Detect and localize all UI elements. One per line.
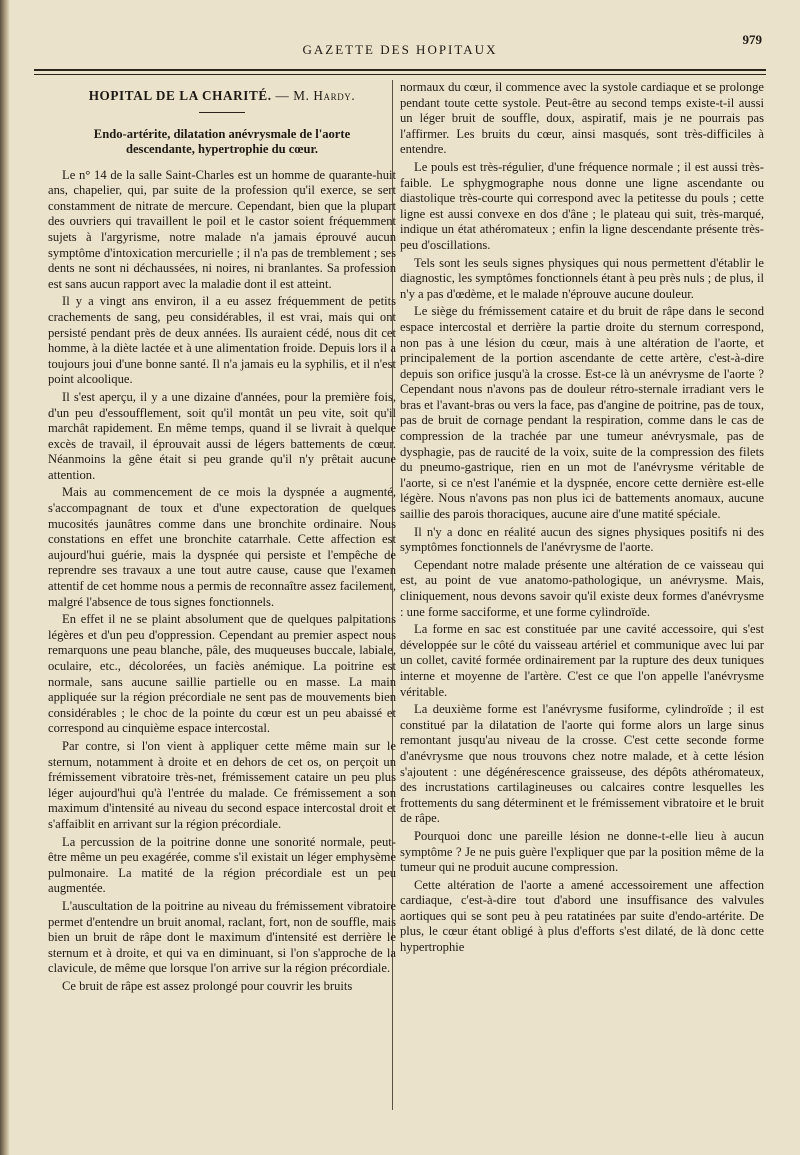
paragraph: Le pouls est très-régulier, d'une fréquence normale ; il est aussi très-faible. Le sphygmographe nous donne une ligne ascendante ou diastolique très-courte qui correspond avec la petitesse du pouls ; cette ligne est aussi convexe en dos d'âne ; le plateau qui suit, très-marqué, indique un état athéromateux ; enfin la ligne descendante présente très-peu d'oscillations. (400, 159, 764, 252)
paragraph: Cette altération de l'aorte a amené accessoirement une affection cardiaque, c'est-à-dire tout d'abord une insuffisance des valvules aortiques qui se sont peu à peu ratatinées par suite d'endo-artérite. De plus, le cœur étant obligé à plus d'efforts s'est dilaté, de là donc cette hypertrophie (400, 877, 764, 955)
paragraph: Tels sont les seuls signes physiques qui nous permettent d'établir le diagnostic, les symptômes fonctionnels étant à peu près nuls ; de plus, il n'y a pas d'œdème, et le malade n'éprouve aucune douleur. (400, 255, 764, 301)
paragraph: Il s'est aperçu, il y a une dizaine d'années, pour la première fois, d'un peu d'essoufflement, soit qu'il montât un peu vite, soit qu'il marchât rapidement. En même temps, quand il se livrait à quelque excès de travail, il éprouvait aussi de légers battements de cœur. Néanmoins la gêne était si peu grande qu'il n'y prêtait aucune attention. (48, 389, 396, 482)
article-title-line: descendante, hypertrophie du cœur. (125, 142, 319, 157)
paragraph: La percussion de la poitrine donne une sonorité normale, peut-être même un peu exagérée, comme s'il existait un léger emphysème pulmonaire. La matité de la région précordiale est un peu augmentée. (48, 834, 396, 896)
paragraph: L'auscultation de la poitrine au niveau du frémissement vibratoire permet d'entendre un bruit anomal, raclant, fort, non de souffle, mais bien un bruit de râpe dont le maximum d'intensité est derrière le sternum et à droite, et qui va en diminuant, si l'on s'approche de la clavicule, de même que lorsque l'on arrive sur la région précordiale. (48, 898, 396, 976)
author-name: M. Hardy. (293, 88, 356, 103)
paragraph: En effet il ne se plaint absolument que de quelques palpitations légères et d'un peu d'oppression. Cependant au premier aspect nous remarquons une peau blanche, pâle, des muqueuses buccale, labiale, oculaire, etc., décolorées, un faciès anémique. La poitrine est normale, sans aucune saillie partielle ou en masse. La main appliquée sur la région précordiale ne sent pas de mouvements bien considérables ; le choc de la pointe du cœur est un peu abaissé et correspond au cinquième espace intercostal. (48, 612, 396, 736)
heading-dash: — (271, 88, 294, 103)
right-column (400, 80, 764, 958)
hospital-name: HOPITAL DE LA CHARITÉ. (88, 88, 272, 103)
paragraph: Il y a vingt ans environ, il a eu assez fréquemment de petits crachements de sang, peu considérables, il est vrai, mais qui ont persisté pendant près de deux années. Ils auraient cédé, nous dit cet homme, à la diète lactée et à une alimentation froide. Depuis lors il a toujours joui d'une bonne santé. Il n'a jamais eu la syphilis, et il n'est point alcoolique. (48, 294, 396, 387)
header-rule-thin (34, 74, 766, 75)
running-head (30, 32, 770, 62)
journal-title: GAZETTE DES HOPITAUX (302, 42, 498, 57)
section-rule (199, 112, 245, 113)
paragraph: Par contre, si l'on vient à appliquer cette même main sur le sternum, notamment à droite et en dehors de cet os, on perçoit un frémissement vibratoire très-net, frémissement cataire un peu plus léger aujourd'hui qu'à l'entrée du malade. Ce frémissement a son maximum d'intensité au niveau du second espace intercostal droit et s'affaiblit en arrivant sur la région précordiale. (48, 738, 396, 831)
page-number: 979 (742, 32, 762, 47)
paragraph: Le siège du frémissement cataire et du bruit de râpe dans le second espace intercostal et derrière la partie droite du sternum correspond, non pas à une lésion du cœur, mais à une altération de l'aorte, et principalement de la portion ascendante de cette artère, c'est-à-dire depuis son orifice jusqu'à la crosse. Est-ce là un anévrysme de l'aorte ? Cependant nous n'avons pas de douleur rétro-sternale irradiant vers le bras et l'avant-bras ou vers la face, pas d'angine de poitrine, pas de toux, pas de bruit de cornage pendant la respiration, comme dans le cas de compression de la trachée par une tumeur anévrysmale, pas de dysphagie, pas de raucité de la voix, suite de la compression des filets du pneumo-gastrique, rien en un mot de l'anévrysme véritable de l'aorte, si ce n'est l'anémie et la dyspnée, encore cette dernière est-elle légère. Nous n'avons pas non plus ici de battements anomaux, aucune saillie des parois thoraciques, aucune aire d'une matité spéciale. (400, 304, 764, 522)
paragraph: Mais au commencement de ce mois la dyspnée a augmenté, s'accompagnant de toux et d'une expectoration de quelques mucosités jaunâtres comme dans une bronchite ordinaire. Nous constations en effet une bronchite catarrhale. Cette affection est aujourd'hui guérie, mais la dyspnée qui persiste et l'empêche de reprendre ses travaux a une tout autre cause, cause que l'examen attentif de cet homme nous a permis de reconnaître assez facilement, malgré l'absence de tous signes fonctionnels. (48, 485, 396, 609)
header-rule-thick (34, 69, 766, 71)
paragraph: normaux du cœur, il commence avec la systole cardiaque et se prolonge pendant toute cette systole. Peut-être au second temps existe-t-il aussi un léger bruit de souffle, doux, aspiratif, mais je ne pourrais pas l'affirmer. Les bruits du cœur, ainsi masqués, sont très-difficiles à entendre. (400, 80, 764, 157)
page-edge-shadow (0, 0, 10, 1155)
paragraph: Le n° 14 de la salle Saint-Charles est un homme de quarante-huit ans, chapelier, qui, par suite de la profession qu'il exerce, se sert constamment de nitrate de mercure. Cependant, bien que la plupart des ouvriers qui travaillent le poil et le castor soient fréquemment sujets à l'argyrisme, notre malade n'a jamais éprouvé aucun symptôme d'intoxication mercurielle ; il n'a pas de tremblement ; ses dents ne sont ni déchaussées, ni noires, ni branlantes. Sa profession est sans aucun rapport avec la maladie dont il est atteint. (48, 167, 396, 291)
paragraph: Cependant notre malade présente une altération de ce vaisseau qui est, au point de vue anatomo-pathologique, un anévrysme. Mais, cliniquement, nous devons savoir qu'il existe deux formes d'anévrysme : une forme sacciforme, et une forme cylindroïde. (400, 557, 764, 619)
paragraph: La deuxième forme est l'anévrysme fusiforme, cylindroïde ; il est constitué par la dilatation de l'aorte qui forme alors un large sinus remontant jusqu'au niveau de la crosse. C'est cette seconde forme d'anévrysme que nous trouvons chez notre malade, et à cette lésion s'ajoutent : une dégénérescence graisseuse, des dépôts athéromateux, des incrustations cartilagineuses ou calcaires contre lesquelles les frottements du sang déterminent et le frémissement vibratoire et le bruit de râpe. (400, 702, 764, 826)
paragraph: Ce bruit de râpe est assez prolongé pour couvrir les bruits (62, 978, 353, 993)
paragraph: Il n'y a donc en réalité aucun des signes physiques positifs ni des symptômes fonctionnels de l'anévrysme de l'aorte. (400, 524, 764, 555)
article-title (58, 127, 386, 158)
article-title-line: Endo-artérite, dilatation anévrysmale de l'aorte (93, 126, 351, 141)
hospital-heading (48, 88, 396, 104)
paragraph: Pourquoi donc une pareille lésion ne donne-t-elle lieu à aucun symptôme ? Je ne puis guère l'expliquer que par la position même de la tumeur qui ne produit aucune compression. (400, 828, 764, 875)
left-column (48, 84, 396, 996)
paragraph: La forme en sac est constituée par une cavité accessoire, qui s'est développée sur le côté du vaisseau artériel et communique avec lui par un collet, cavité formée ordinairement par la rupture des deux tuniques interne et moyenne de l'artère. C'est ce que l'on appelle l'anévrysme véritable. (400, 622, 764, 699)
